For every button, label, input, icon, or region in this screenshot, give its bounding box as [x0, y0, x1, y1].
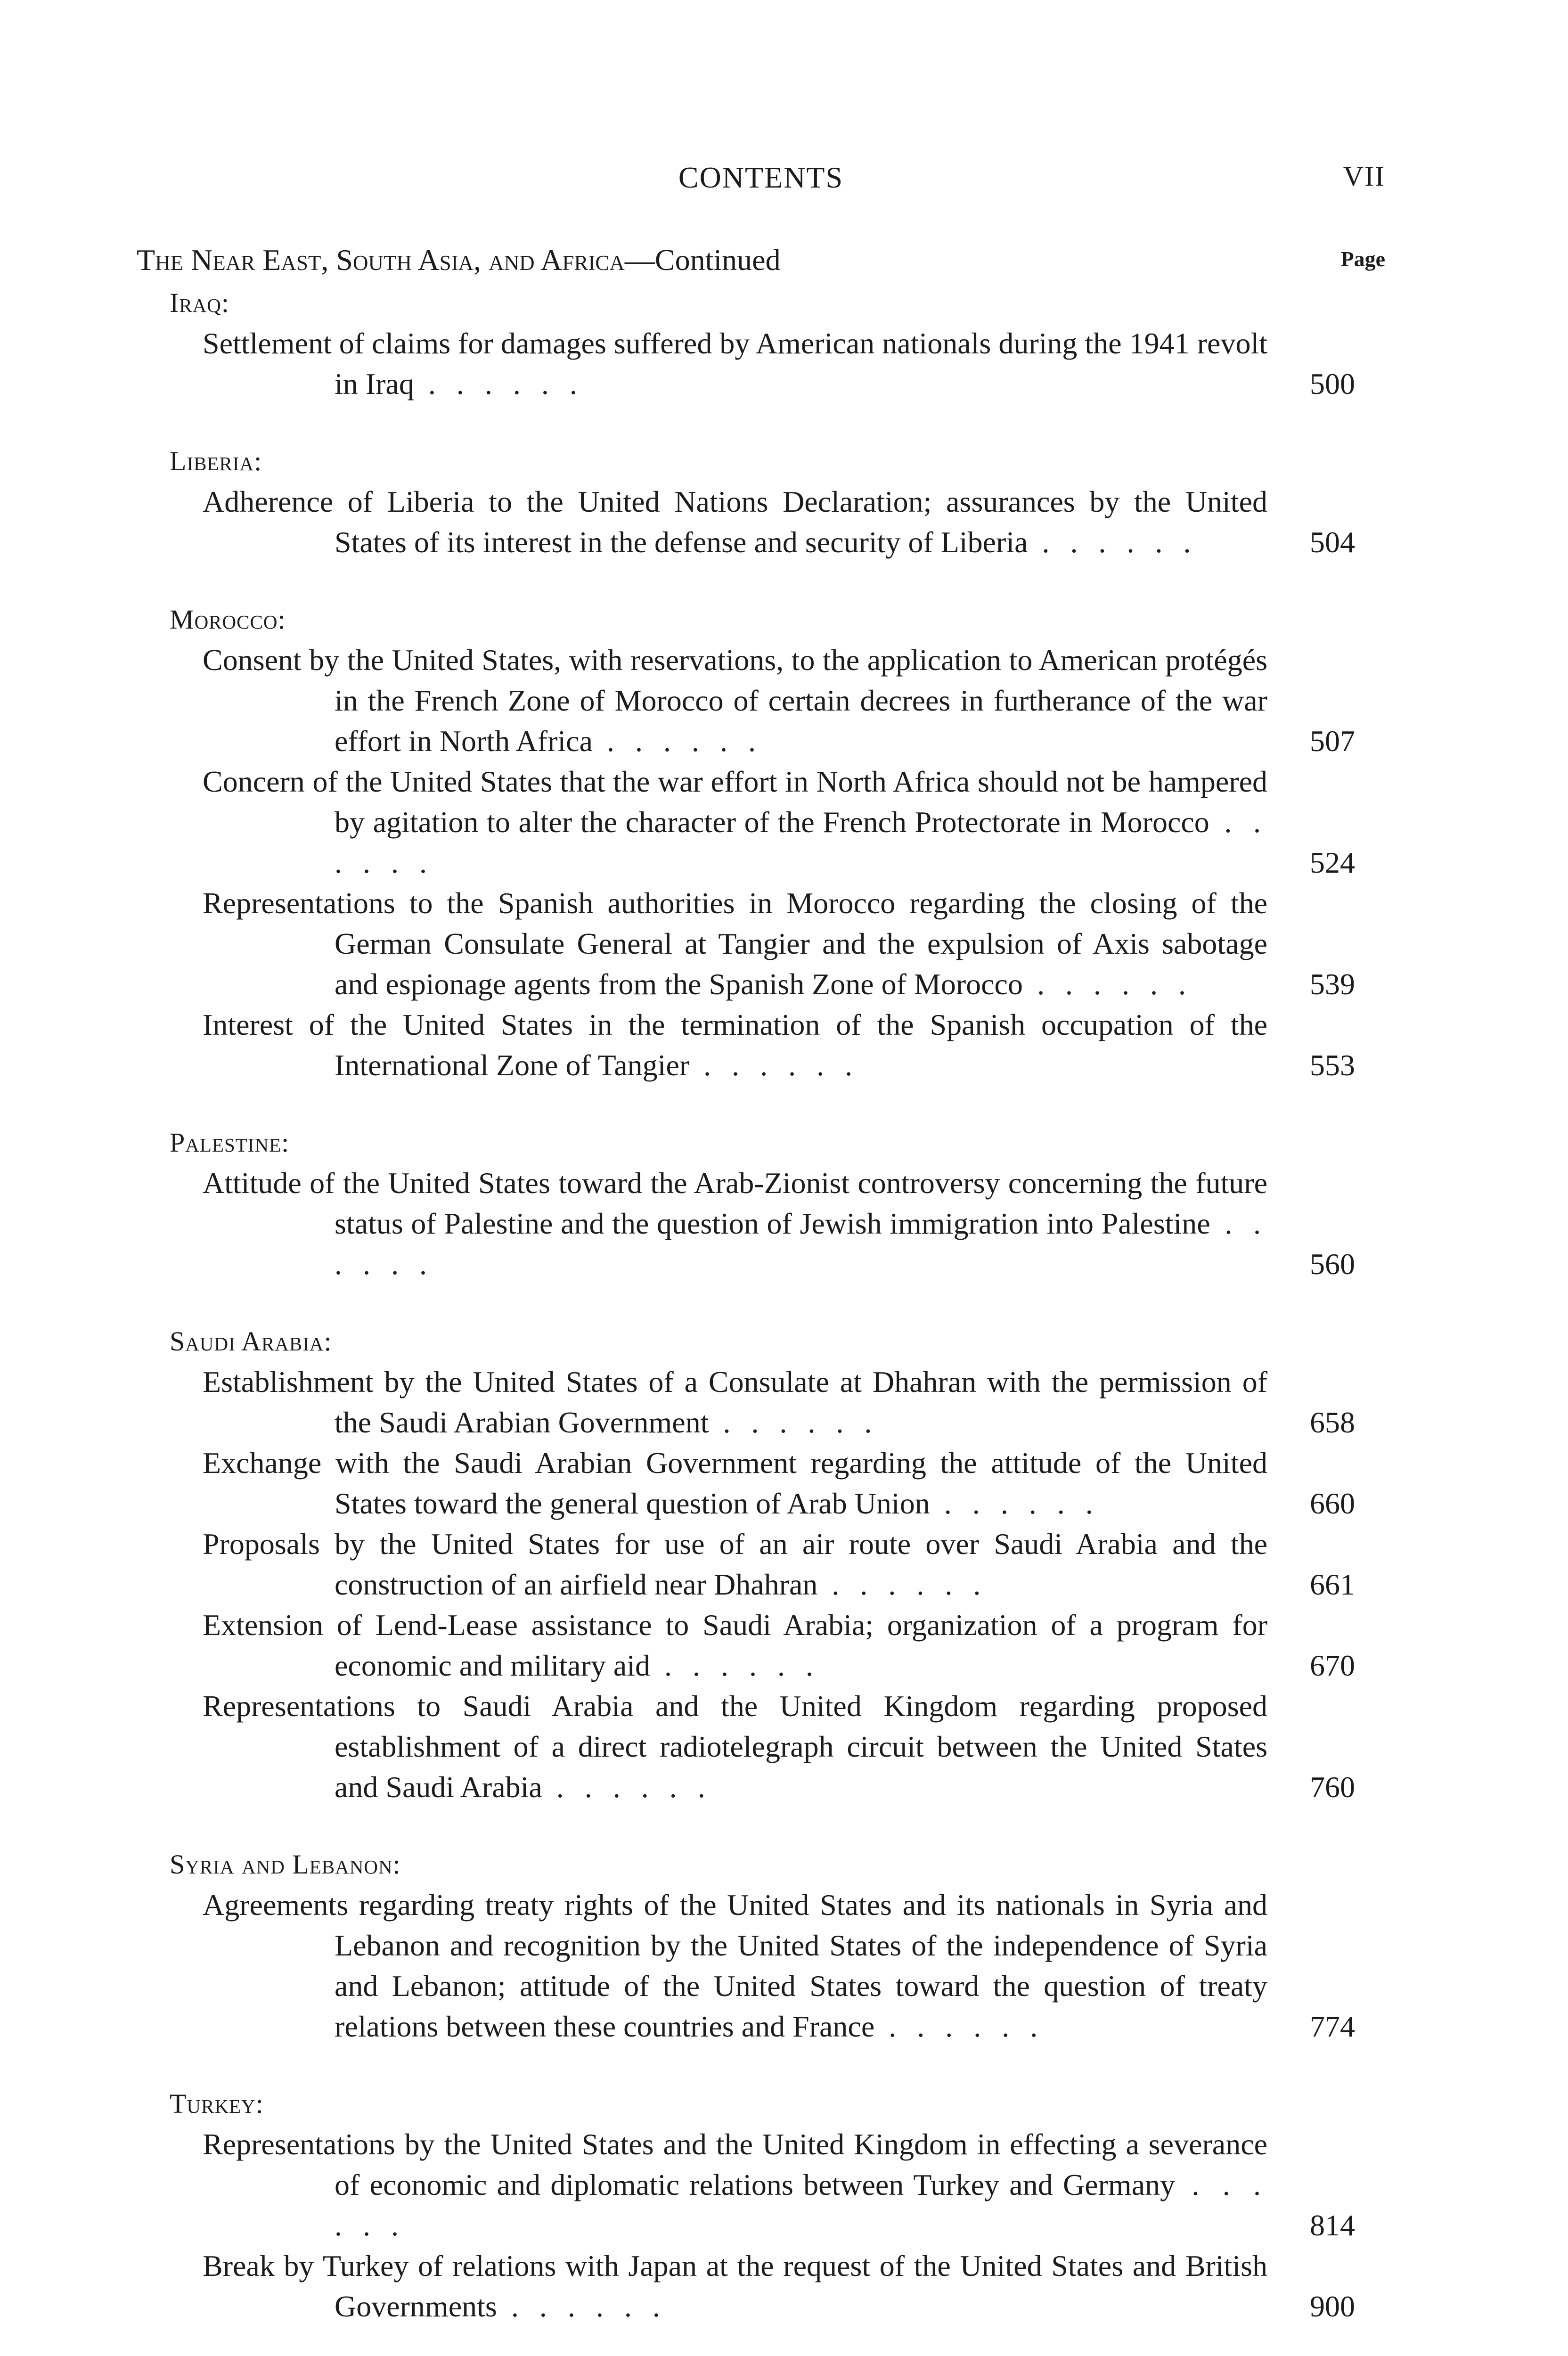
dot-leader: . . . . . .	[650, 1649, 820, 1682]
country-heading: Morocco:	[170, 604, 286, 635]
toc-entry-page: 539	[1310, 967, 1355, 1001]
toc-entry-title: Adherence of Liberia to the United Nations Declaration; assurances by the United States of its interest in the defense and security of Liberia	[203, 485, 1267, 559]
toc-entry-title: Break by Turkey of relations with Japan at the request of the United States and British Governments	[203, 2249, 1267, 2323]
toc-entry-title: Consent by the United States, with reservations, to the application to American protégés in the French Zone of Morocco of certain decrees in furtherance of the war effort in North Africa	[203, 643, 1267, 758]
toc-entry	[137, 640, 1385, 761]
roman-page-number: VII	[1343, 161, 1385, 192]
toc-entry-title: Exchange with the Saudi Arabian Government regarding the attitude of the United States toward the general question of Arab Union	[203, 1446, 1267, 1520]
toc-entry	[137, 1443, 1385, 1524]
dot-leader: . . . . . .	[497, 2290, 667, 2323]
dot-leader: . . . . . .	[874, 2010, 1045, 2043]
toc-entry-title: Proposals by the United States for use of an air route over Saudi Arabia and the construction of an airfield near Dhahran	[203, 1527, 1267, 1601]
dot-leader: . . . . . .	[689, 1048, 859, 1082]
toc-entry	[137, 482, 1385, 563]
toc-entry-title: Interest of the United States in the termination of the Spanish occupation of the International Zone of Tangier	[203, 1008, 1267, 1082]
toc-entry-title: Attitude of the United States toward the Arab-Zionist controversy concerning the future status of Palestine and the question of Jewish immigration into Palestine	[203, 1166, 1267, 1240]
toc-entry-title: Representations to the Spanish authorities in Morocco regarding the closing of the German Consulate General at Tangier and the expulsion of Axis sabotage and espionage agents from the Spanish Zone of Morocco	[203, 886, 1267, 1001]
country-heading: Syria and Lebanon:	[170, 1849, 401, 1880]
toc-entry	[137, 1524, 1385, 1605]
country-heading: Iraq:	[170, 287, 229, 318]
page-header	[137, 160, 1385, 203]
toc-entry	[137, 1005, 1385, 1086]
toc-entry-title: Extension of Lend-Lease assistance to Saudi Arabia; organization of a program for economic and military aid	[203, 1608, 1267, 1682]
toc-entry-title: Agreements regarding treaty rights of the United States and its nationals in Syria and Lebanon and recognition by the United States of the independence of Syria and Lebanon; attitude of the United States toward the question of treaty relations between these countries and France	[203, 1888, 1267, 2043]
dot-leader: . . . . . .	[414, 367, 584, 401]
toc-entry	[137, 1362, 1385, 1443]
toc-entry-title: Establishment by the United States of a Consulate at Dhahran with the permission of the Saudi Arabian Government	[203, 1365, 1267, 1439]
page-column-label: Page	[1340, 247, 1385, 271]
country-heading: Turkey:	[170, 2088, 264, 2119]
country-heading: Saudi Arabia:	[170, 1326, 332, 1357]
dot-leader: . . . . . .	[335, 2168, 1268, 2242]
toc-entry-page: 900	[1310, 2290, 1355, 2323]
toc-entry-page: 553	[1310, 1048, 1355, 1082]
country-heading: Liberia:	[170, 446, 262, 476]
toc-entry-page: 524	[1310, 846, 1355, 879]
dot-leader: . . . . . .	[1028, 525, 1198, 559]
toc-entry-page: 661	[1310, 1568, 1355, 1601]
dot-leader: . . . . . .	[335, 1207, 1268, 1281]
toc-entry-page: 507	[1310, 724, 1355, 758]
toc-entry-title: Settlement of claims for damages suffered by American nationals during the 1941 revolt in Iraq	[203, 327, 1267, 401]
section-title: The Near East, South Asia, and Africa	[137, 243, 625, 277]
toc-entry	[137, 1686, 1385, 1808]
toc-entry-page: 774	[1310, 2010, 1355, 2043]
toc-entry	[137, 883, 1385, 1005]
section-heading	[137, 243, 1385, 280]
dot-leader: . . . . . .	[335, 805, 1268, 879]
toc-entry	[137, 1605, 1385, 1686]
dot-leader: . . . . . .	[817, 1568, 988, 1601]
toc-entry	[137, 761, 1385, 883]
toc-entry-title: Concern of the United States that the war effort in North Africa should not be hampered by agitation to alter the character of the French Protectorate in Morocco	[203, 765, 1267, 839]
toc-entry-page: 658	[1310, 1406, 1355, 1439]
toc-entry	[137, 1163, 1385, 1284]
dot-leader: . . . . . .	[930, 1487, 1100, 1520]
toc-entry-page: 670	[1310, 1649, 1355, 1682]
running-title: CONTENTS	[678, 161, 844, 194]
toc-entry-page: 560	[1310, 1247, 1355, 1281]
toc-entry-page: 500	[1310, 367, 1355, 401]
toc-entry-title: Representations to Saudi Arabia and the United Kingdom regarding proposed establishment of a direct radiotelegraph circuit between the United States and Saudi Arabia	[203, 1689, 1267, 1804]
country-heading: Palestine:	[170, 1127, 290, 1158]
toc-entry	[137, 1885, 1385, 2047]
dot-leader: . . . . . .	[592, 724, 762, 758]
toc-entry-page: 814	[1310, 2209, 1355, 2242]
toc-entry	[137, 2246, 1385, 2327]
toc-entry-title: Representations by the United States and the United Kingdom in effecting a severance of economic and diplomatic relations between Turkey and Germany	[203, 2127, 1267, 2201]
section-title-suffix: —Continued	[624, 243, 781, 277]
dot-leader: . . . . . .	[542, 1770, 712, 1804]
toc-entry	[137, 2124, 1385, 2246]
toc-entry	[137, 323, 1385, 404]
toc-entry-page: 660	[1310, 1487, 1355, 1520]
dot-leader: . . . . . .	[1022, 967, 1192, 1001]
table-of-contents	[137, 283, 1385, 2327]
toc-entry-page: 760	[1310, 1770, 1355, 1804]
toc-entry-page: 504	[1310, 525, 1355, 559]
dot-leader: . . . . . .	[709, 1406, 879, 1439]
